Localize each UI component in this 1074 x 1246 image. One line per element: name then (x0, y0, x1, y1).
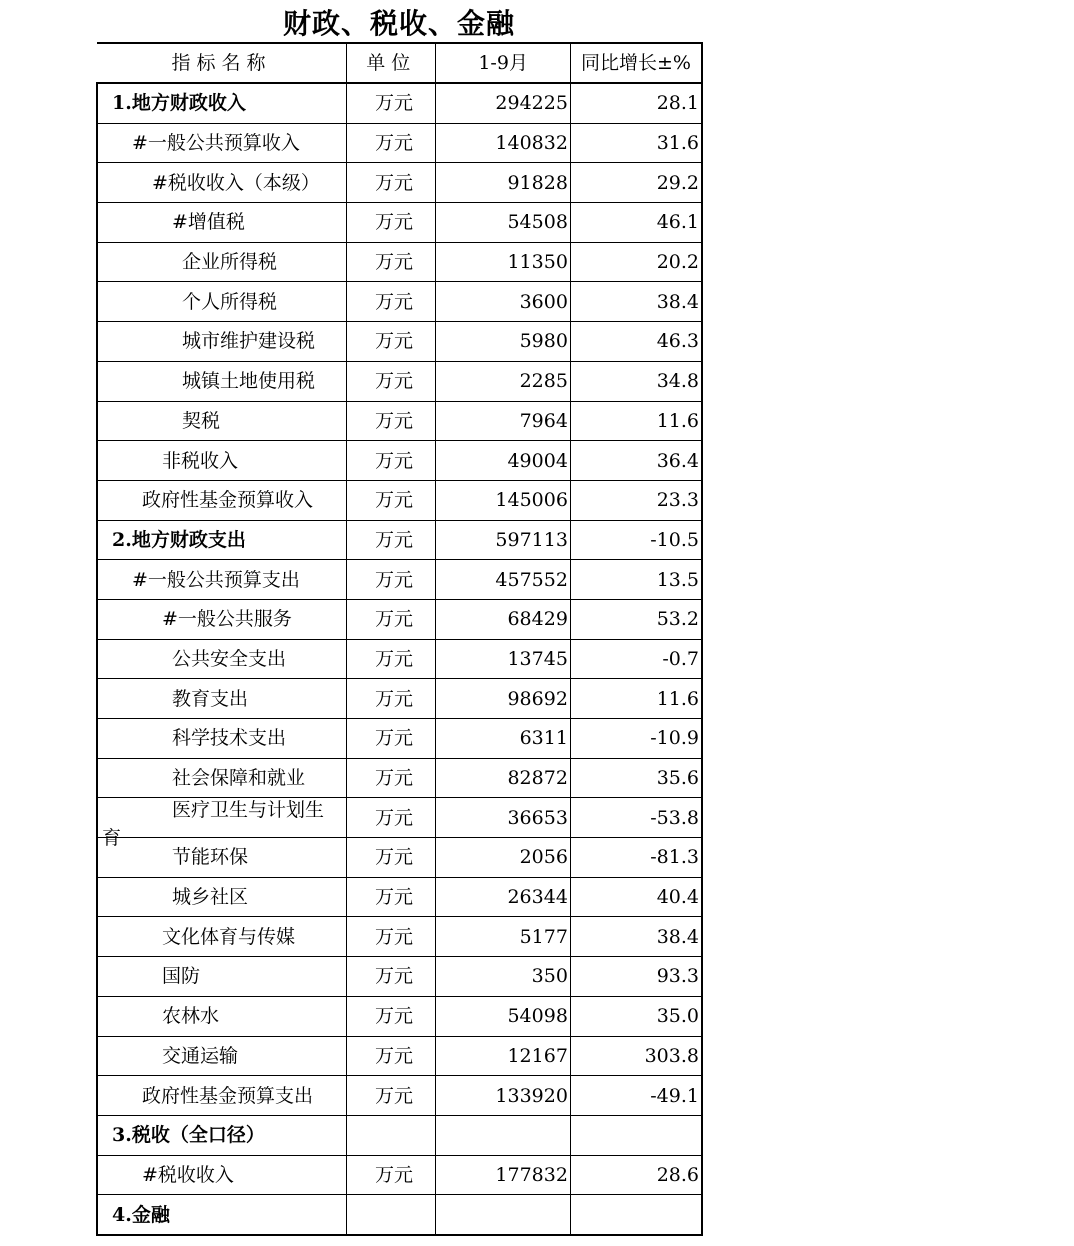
row-unit: 万元 (347, 679, 436, 719)
row-name: #税收收入（本级） (152, 171, 320, 194)
row-value: 350 (436, 957, 571, 997)
table-row (97, 877, 702, 917)
row-growth: -49.1 (570, 1076, 702, 1116)
row-value: 177832 (436, 1155, 571, 1195)
row-name: 1.地方财政收入 (112, 92, 246, 115)
row-value: 11350 (436, 242, 571, 282)
row-value (436, 1115, 571, 1155)
row-name: 非税收入 (162, 449, 239, 472)
table-row (97, 838, 702, 878)
row-name: 个人所得税 (182, 290, 278, 313)
table-row (97, 282, 702, 322)
row-unit: 万元 (347, 163, 436, 203)
row-unit: 万元 (347, 719, 436, 759)
row-unit (347, 1115, 436, 1155)
row-unit: 万元 (347, 838, 436, 878)
row-growth: 34.8 (570, 361, 702, 401)
row-value: 3600 (436, 282, 571, 322)
table-row (97, 1115, 702, 1155)
row-name: 城乡社区 (172, 886, 249, 909)
row-unit: 万元 (347, 242, 436, 282)
row-unit: 万元 (347, 957, 436, 997)
row-growth: 20.2 (570, 242, 702, 282)
header-unit: 单位 (347, 43, 436, 83)
row-unit: 万元 (347, 996, 436, 1036)
row-name: 4.金融 (112, 1203, 170, 1226)
table-row (97, 1036, 702, 1076)
row-growth: -0.7 (570, 639, 702, 679)
row-value: 6311 (436, 719, 571, 759)
row-name: #一般公共服务 (162, 608, 292, 631)
row-growth: 23.3 (570, 480, 702, 520)
row-value (436, 1195, 571, 1235)
table-row (97, 203, 702, 243)
table-row (97, 1155, 702, 1195)
row-name: #一般公共预算收入 (132, 132, 300, 155)
row-name-overflow: 育 (102, 827, 122, 850)
row-unit: 万元 (347, 1076, 436, 1116)
row-name: 3.税收（全口径） (112, 1124, 265, 1147)
row-unit: 万元 (347, 83, 436, 123)
row-growth: 28.1 (570, 83, 702, 123)
row-value: 597113 (436, 520, 571, 560)
row-growth: 46.1 (570, 203, 702, 243)
table-row (97, 639, 702, 679)
table-row (97, 917, 702, 957)
row-growth: 38.4 (570, 917, 702, 957)
row-unit: 万元 (347, 1036, 436, 1076)
row-unit: 万元 (347, 361, 436, 401)
row-value: 68429 (436, 599, 571, 639)
row-unit: 万元 (347, 203, 436, 243)
row-growth: 35.0 (570, 996, 702, 1036)
row-value: 54098 (436, 996, 571, 1036)
row-name: 农林水 (162, 1005, 220, 1028)
row-unit: 万元 (347, 1155, 436, 1195)
row-name: 教育支出 (172, 687, 249, 710)
row-unit: 万元 (347, 877, 436, 917)
row-unit: 万元 (347, 758, 436, 798)
row-name: #一般公共预算支出 (132, 568, 300, 591)
table-row (97, 758, 702, 798)
row-growth: 46.3 (570, 322, 702, 362)
table-row (97, 361, 702, 401)
row-growth: 303.8 (570, 1036, 702, 1076)
row-value: 2056 (436, 838, 571, 878)
row-unit: 万元 (347, 282, 436, 322)
table-row (97, 441, 702, 481)
row-value: 5177 (436, 917, 571, 957)
header-indicator-name: 指标名称 (97, 43, 347, 83)
row-value: 2285 (436, 361, 571, 401)
row-name: 城镇土地使用税 (182, 370, 316, 393)
row-value: 7964 (436, 401, 571, 441)
table-row (97, 1076, 702, 1116)
row-growth: 29.2 (570, 163, 702, 203)
table-row (97, 401, 702, 441)
row-name: 医疗卫生与计划生 (172, 799, 325, 822)
row-growth (570, 1115, 702, 1155)
row-unit: 万元 (347, 917, 436, 957)
table-row (97, 83, 702, 123)
row-growth: 28.6 (570, 1155, 702, 1195)
row-name: 社会保障和就业 (172, 767, 306, 790)
row-growth: 11.6 (570, 679, 702, 719)
row-name: 契税 (182, 409, 221, 432)
row-value: 133920 (436, 1076, 571, 1116)
row-unit: 万元 (347, 322, 436, 362)
row-growth: 31.6 (570, 123, 702, 163)
row-name: 国防 (162, 965, 201, 988)
row-growth: 53.2 (570, 599, 702, 639)
row-growth: -10.9 (570, 719, 702, 759)
row-name: #增值税 (172, 211, 245, 234)
table-row (97, 163, 702, 203)
table-row (97, 679, 702, 719)
table-row (97, 520, 702, 560)
row-growth (570, 1195, 702, 1235)
row-unit: 万元 (347, 639, 436, 679)
row-value: 294225 (436, 83, 571, 123)
row-value: 36653 (436, 798, 571, 838)
row-unit: 万元 (347, 123, 436, 163)
row-unit: 万元 (347, 798, 436, 838)
row-value: 140832 (436, 123, 571, 163)
row-name: 文化体育与传媒 (162, 925, 296, 948)
finance-table (96, 42, 703, 1236)
row-value: 54508 (436, 203, 571, 243)
table-row (97, 123, 702, 163)
row-growth: 40.4 (570, 877, 702, 917)
table-header-row (97, 43, 702, 83)
row-unit: 万元 (347, 441, 436, 481)
row-growth: 38.4 (570, 282, 702, 322)
table-row (97, 599, 702, 639)
row-name: 政府性基金预算支出 (142, 1084, 314, 1107)
row-unit: 万元 (347, 599, 436, 639)
row-growth: -53.8 (570, 798, 702, 838)
row-growth: 35.6 (570, 758, 702, 798)
row-growth: 13.5 (570, 560, 702, 600)
table-row (97, 242, 702, 282)
table-row (97, 1195, 702, 1235)
row-name: 城市维护建设税 (182, 330, 316, 353)
row-value: 12167 (436, 1036, 571, 1076)
table-row (97, 322, 702, 362)
row-value: 13745 (436, 639, 571, 679)
table-row (97, 719, 702, 759)
row-value: 91828 (436, 163, 571, 203)
row-name: 科学技术支出 (172, 727, 287, 750)
row-name: 政府性基金预算收入 (142, 489, 314, 512)
row-growth: 11.6 (570, 401, 702, 441)
row-name: 企业所得税 (182, 251, 278, 274)
row-value: 49004 (436, 441, 571, 481)
header-period: 1-9月 (436, 43, 571, 83)
row-growth: 36.4 (570, 441, 702, 481)
row-value: 5980 (436, 322, 571, 362)
row-name: 交通运输 (162, 1044, 239, 1067)
row-value: 98692 (436, 679, 571, 719)
row-unit: 万元 (347, 520, 436, 560)
row-name: 节能环保 (172, 846, 249, 869)
table-row (97, 560, 702, 600)
row-unit: 万元 (347, 480, 436, 520)
table-row (97, 996, 702, 1036)
row-value: 145006 (436, 480, 571, 520)
row-value: 26344 (436, 877, 571, 917)
row-name: #税收收入 (142, 1163, 234, 1186)
row-name: 2.地方财政支出 (112, 528, 246, 551)
row-unit: 万元 (347, 401, 436, 441)
row-growth: -10.5 (570, 520, 702, 560)
table-row (97, 480, 702, 520)
page-title: 财政、税收、金融 (282, 7, 515, 40)
row-unit (347, 1195, 436, 1235)
row-value: 82872 (436, 758, 571, 798)
row-name: 公共安全支出 (172, 647, 287, 670)
row-unit: 万元 (347, 560, 436, 600)
row-value: 457552 (436, 560, 571, 600)
header-growth: 同比增长±% (570, 43, 702, 83)
row-growth: 93.3 (570, 957, 702, 997)
row-growth: -81.3 (570, 838, 702, 878)
table-row (97, 798, 702, 838)
table-row (97, 957, 702, 997)
